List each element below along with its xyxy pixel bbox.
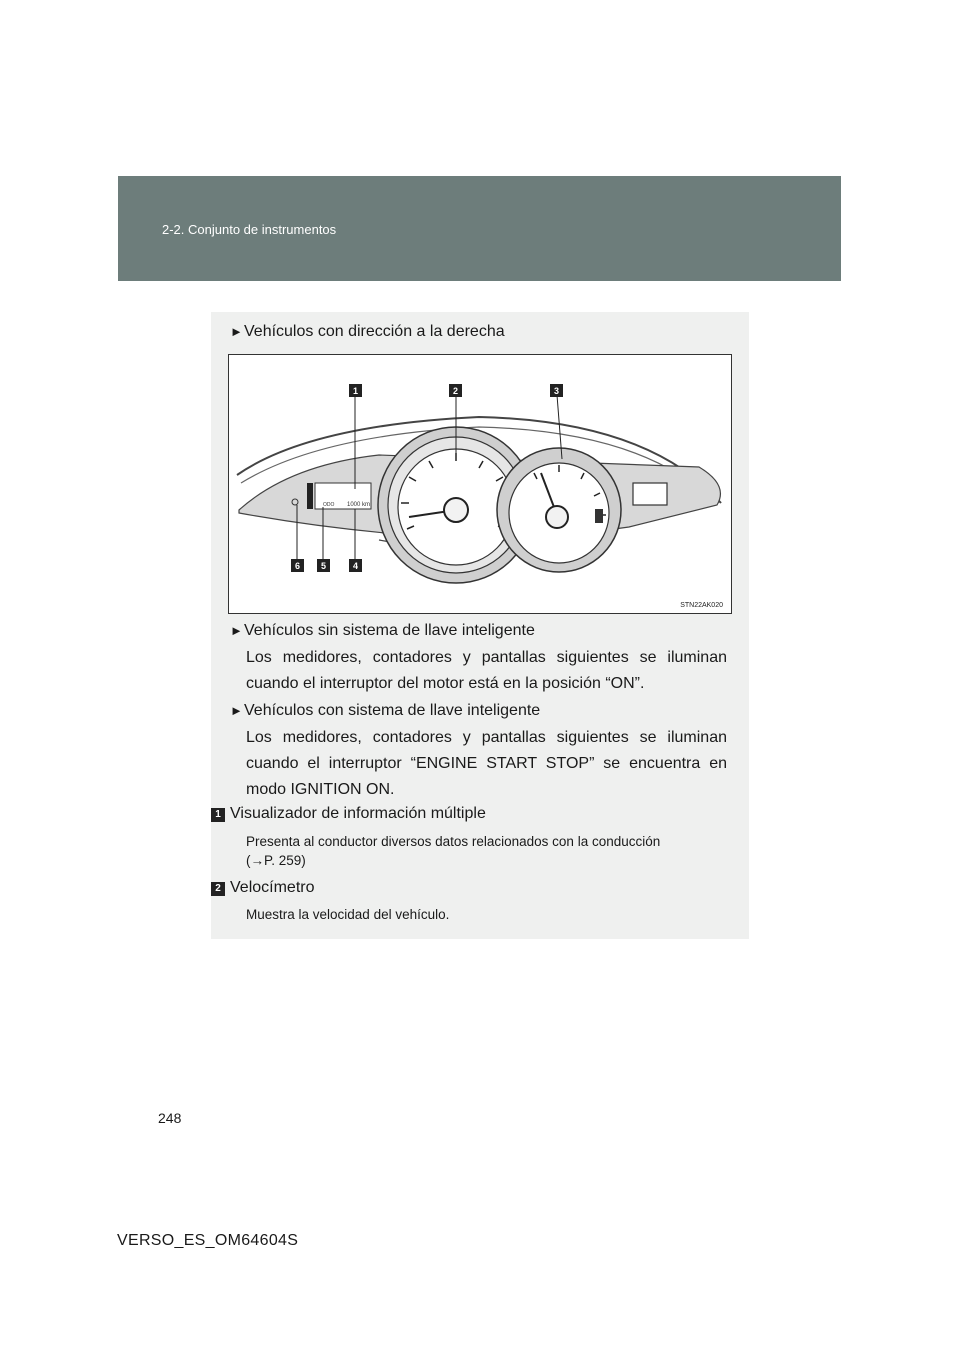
callout-3: 3	[553, 386, 560, 396]
item-1-description	[246, 832, 727, 870]
document-id: VERSO_ES_OM64604S	[117, 1232, 299, 1249]
right-triangle-icon: ►	[230, 324, 243, 339]
item-2-description: Muestra la velocidad del vehículo.	[246, 907, 450, 922]
variant-no-smart-label: Vehículos sin sistema de llave inteligente	[244, 622, 535, 639]
item-1-description-line-1: Presenta al conductor diversos datos relacionados con la conducción	[246, 834, 661, 849]
odo-value: 1000 km	[347, 502, 371, 508]
variant-rhd	[230, 323, 505, 341]
figure-code: STN22AK020	[680, 602, 723, 609]
callout-4: 4	[352, 561, 359, 571]
item-1-description-line-2: (→P. 259)	[246, 853, 306, 868]
item-1-title: Visualizador de información múltiple	[230, 805, 486, 822]
callout-6: 6	[294, 561, 301, 571]
variant-smart	[230, 702, 540, 720]
instrument-cluster-figure	[228, 354, 732, 614]
callout-5: 5	[320, 561, 327, 571]
right-triangle-icon: ►	[230, 623, 243, 638]
variant-no-smart	[230, 622, 535, 640]
no-smart-description: Los medidores, contadores y pantallas siguientes se iluminan cuando el interruptor del motor está en la posición “ON”.	[246, 649, 727, 692]
header-band	[118, 176, 841, 281]
content-panel	[211, 312, 749, 939]
right-triangle-icon: ►	[230, 703, 243, 718]
callout-2: 2	[452, 386, 459, 396]
section-title: 2-2. Conjunto de instrumentos	[162, 222, 337, 237]
item-1-number: 1	[211, 808, 225, 822]
variant-rhd-label: Vehículos con dirección a la derecha	[244, 323, 505, 340]
smart-description: Los medidores, contadores y pantallas siguientes se iluminan cuando el interruptor “ENGINE START STOP” se encuentra en modo IGNITION ON.	[246, 729, 727, 798]
cluster-illustration	[229, 355, 731, 613]
item-2-title: Velocímetro	[230, 879, 315, 896]
page-number: 248	[158, 1110, 182, 1126]
item-2-number: 2	[211, 882, 225, 896]
odo-label: ODO	[323, 502, 335, 508]
variant-smart-label: Vehículos con sistema de llave inteligente	[244, 702, 541, 719]
callout-1: 1	[352, 386, 359, 396]
